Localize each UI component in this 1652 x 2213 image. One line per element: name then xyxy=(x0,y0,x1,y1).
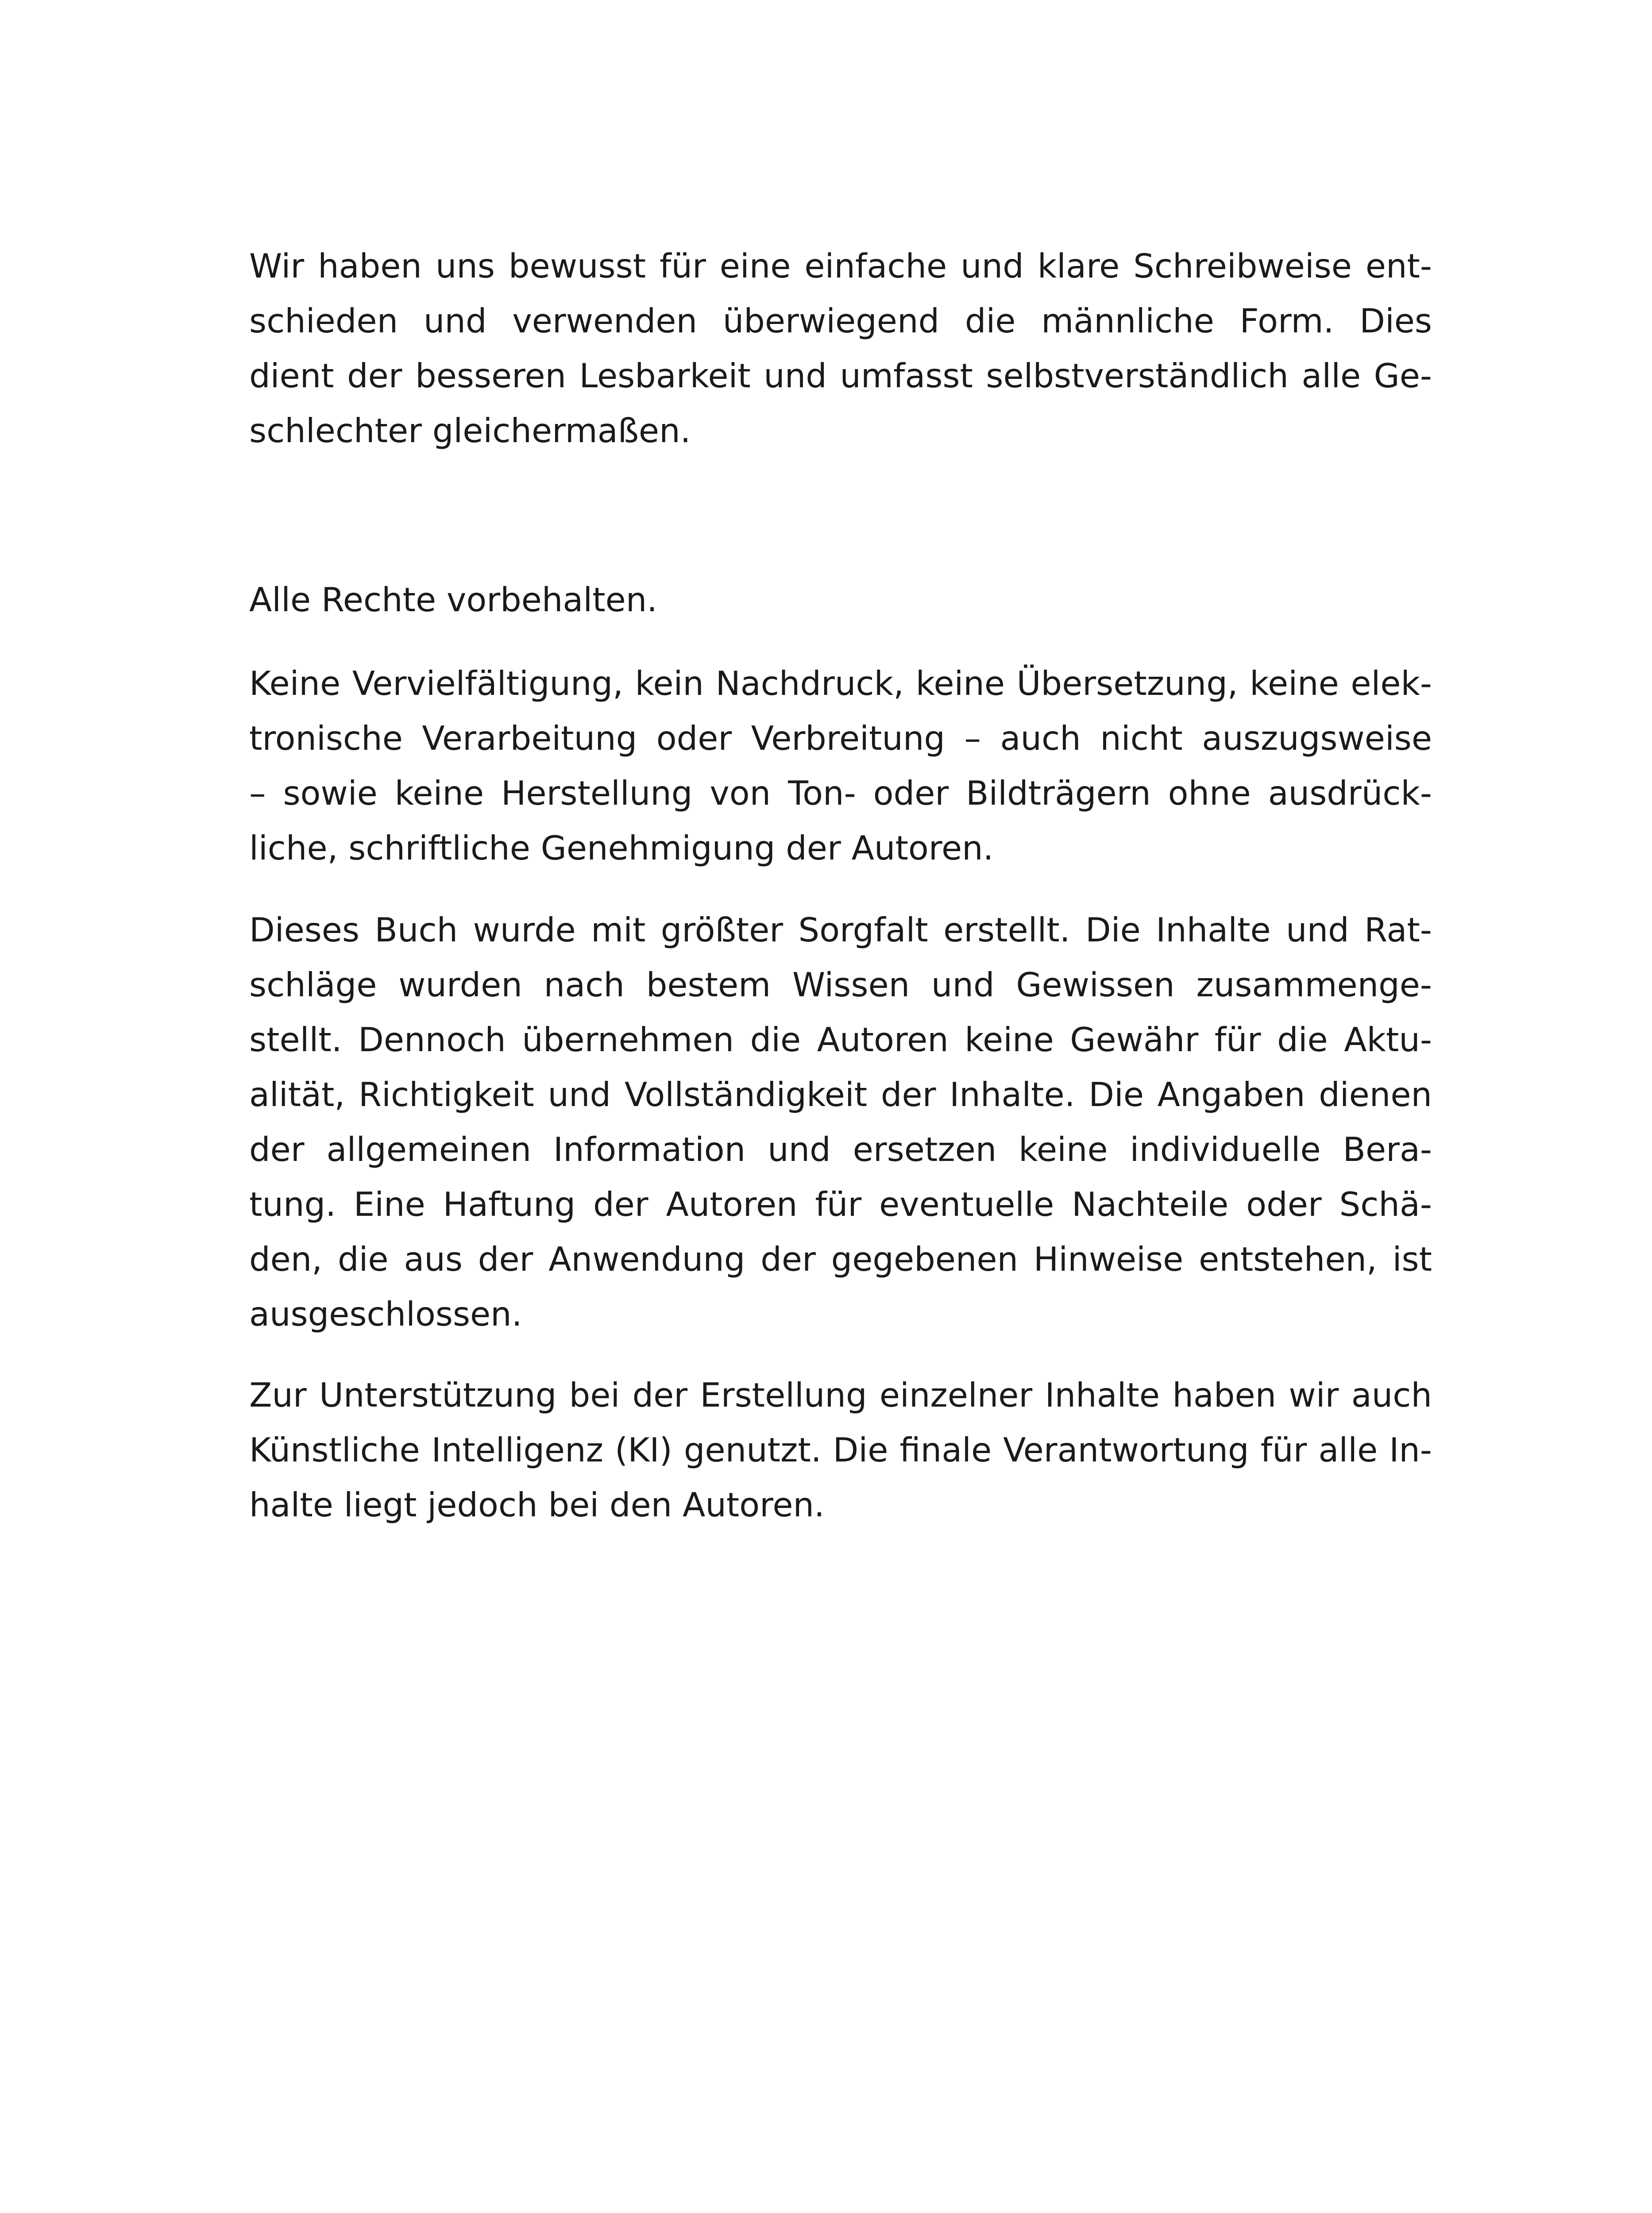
ai-notice-paragraph xyxy=(249,1368,1432,1532)
gender-note-line: schlechter gleichermaßen. xyxy=(249,411,691,450)
reproduction-notice-line: tronische Verarbeitung oder Verbreitung – auch nicht auszugsweise xyxy=(249,719,1432,758)
gender-note-paragraph xyxy=(249,239,1432,458)
liability-notice-line: Dieses Buch wurde mit größter Sorgfalt erstellt. Die Inhalte und Rat- xyxy=(249,910,1432,949)
ai-notice-line: Künstliche Intelligenz (KI) genutzt. Die finale Verantwortung für alle In- xyxy=(249,1430,1432,1469)
gender-note-line: Wir haben uns bewusst für eine einfache und klare Schreibweise ent- xyxy=(249,247,1432,285)
reproduction-notice-paragraph xyxy=(249,656,1432,875)
liability-notice-line: alität, Richtigkeit und Vollständigkeit der Inhalte. Die Angaben dienen xyxy=(249,1075,1432,1114)
ai-notice-line: Zur Unterstützung bei der Erstellung einzelner Inhalte haben wir auch xyxy=(249,1376,1432,1415)
liability-notice-line: der allgemeinen Information und ersetzen keine individuelle Bera- xyxy=(249,1130,1432,1169)
gender-note-line: dient der besseren Lesbarkeit und umfasst selbstverständlich alle Ge- xyxy=(249,356,1432,395)
liability-notice-line: schläge wurden nach bestem Wissen und Gewissen zusammenge- xyxy=(249,965,1432,1004)
rights-reserved-paragraph xyxy=(249,572,1432,627)
gender-note-line: schieden und verwenden überwiegend die männliche Form. Dies xyxy=(249,301,1432,340)
ai-notice-line: halte liegt jedoch bei den Autoren. xyxy=(249,1485,825,1524)
rights-reserved-line: Alle Rechte vorbehalten. xyxy=(249,580,658,619)
reproduction-notice-line: liche, schriftliche Genehmigung der Autoren. xyxy=(249,829,994,867)
liability-notice-line: stellt. Dennoch übernehmen die Autoren keine Gewähr für die Aktu- xyxy=(249,1020,1432,1059)
liability-notice-line: den, die aus der Anwendung der gegebenen Hinweise entstehen, ist xyxy=(249,1240,1432,1279)
liability-notice-line: tung. Eine Haftung der Autoren für eventuelle Nachteile oder Schä- xyxy=(249,1185,1432,1224)
liability-notice-line: ausgeschlossen. xyxy=(249,1295,522,1334)
reproduction-notice-line: – sowie keine Herstellung von Ton- oder Bildträgern ohne ausdrück- xyxy=(249,774,1432,813)
liability-notice-paragraph xyxy=(249,902,1432,1342)
reproduction-notice-line: Keine Vervielfältigung, kein Nachdruck, keine Übersetzung, keine elek- xyxy=(249,664,1432,703)
